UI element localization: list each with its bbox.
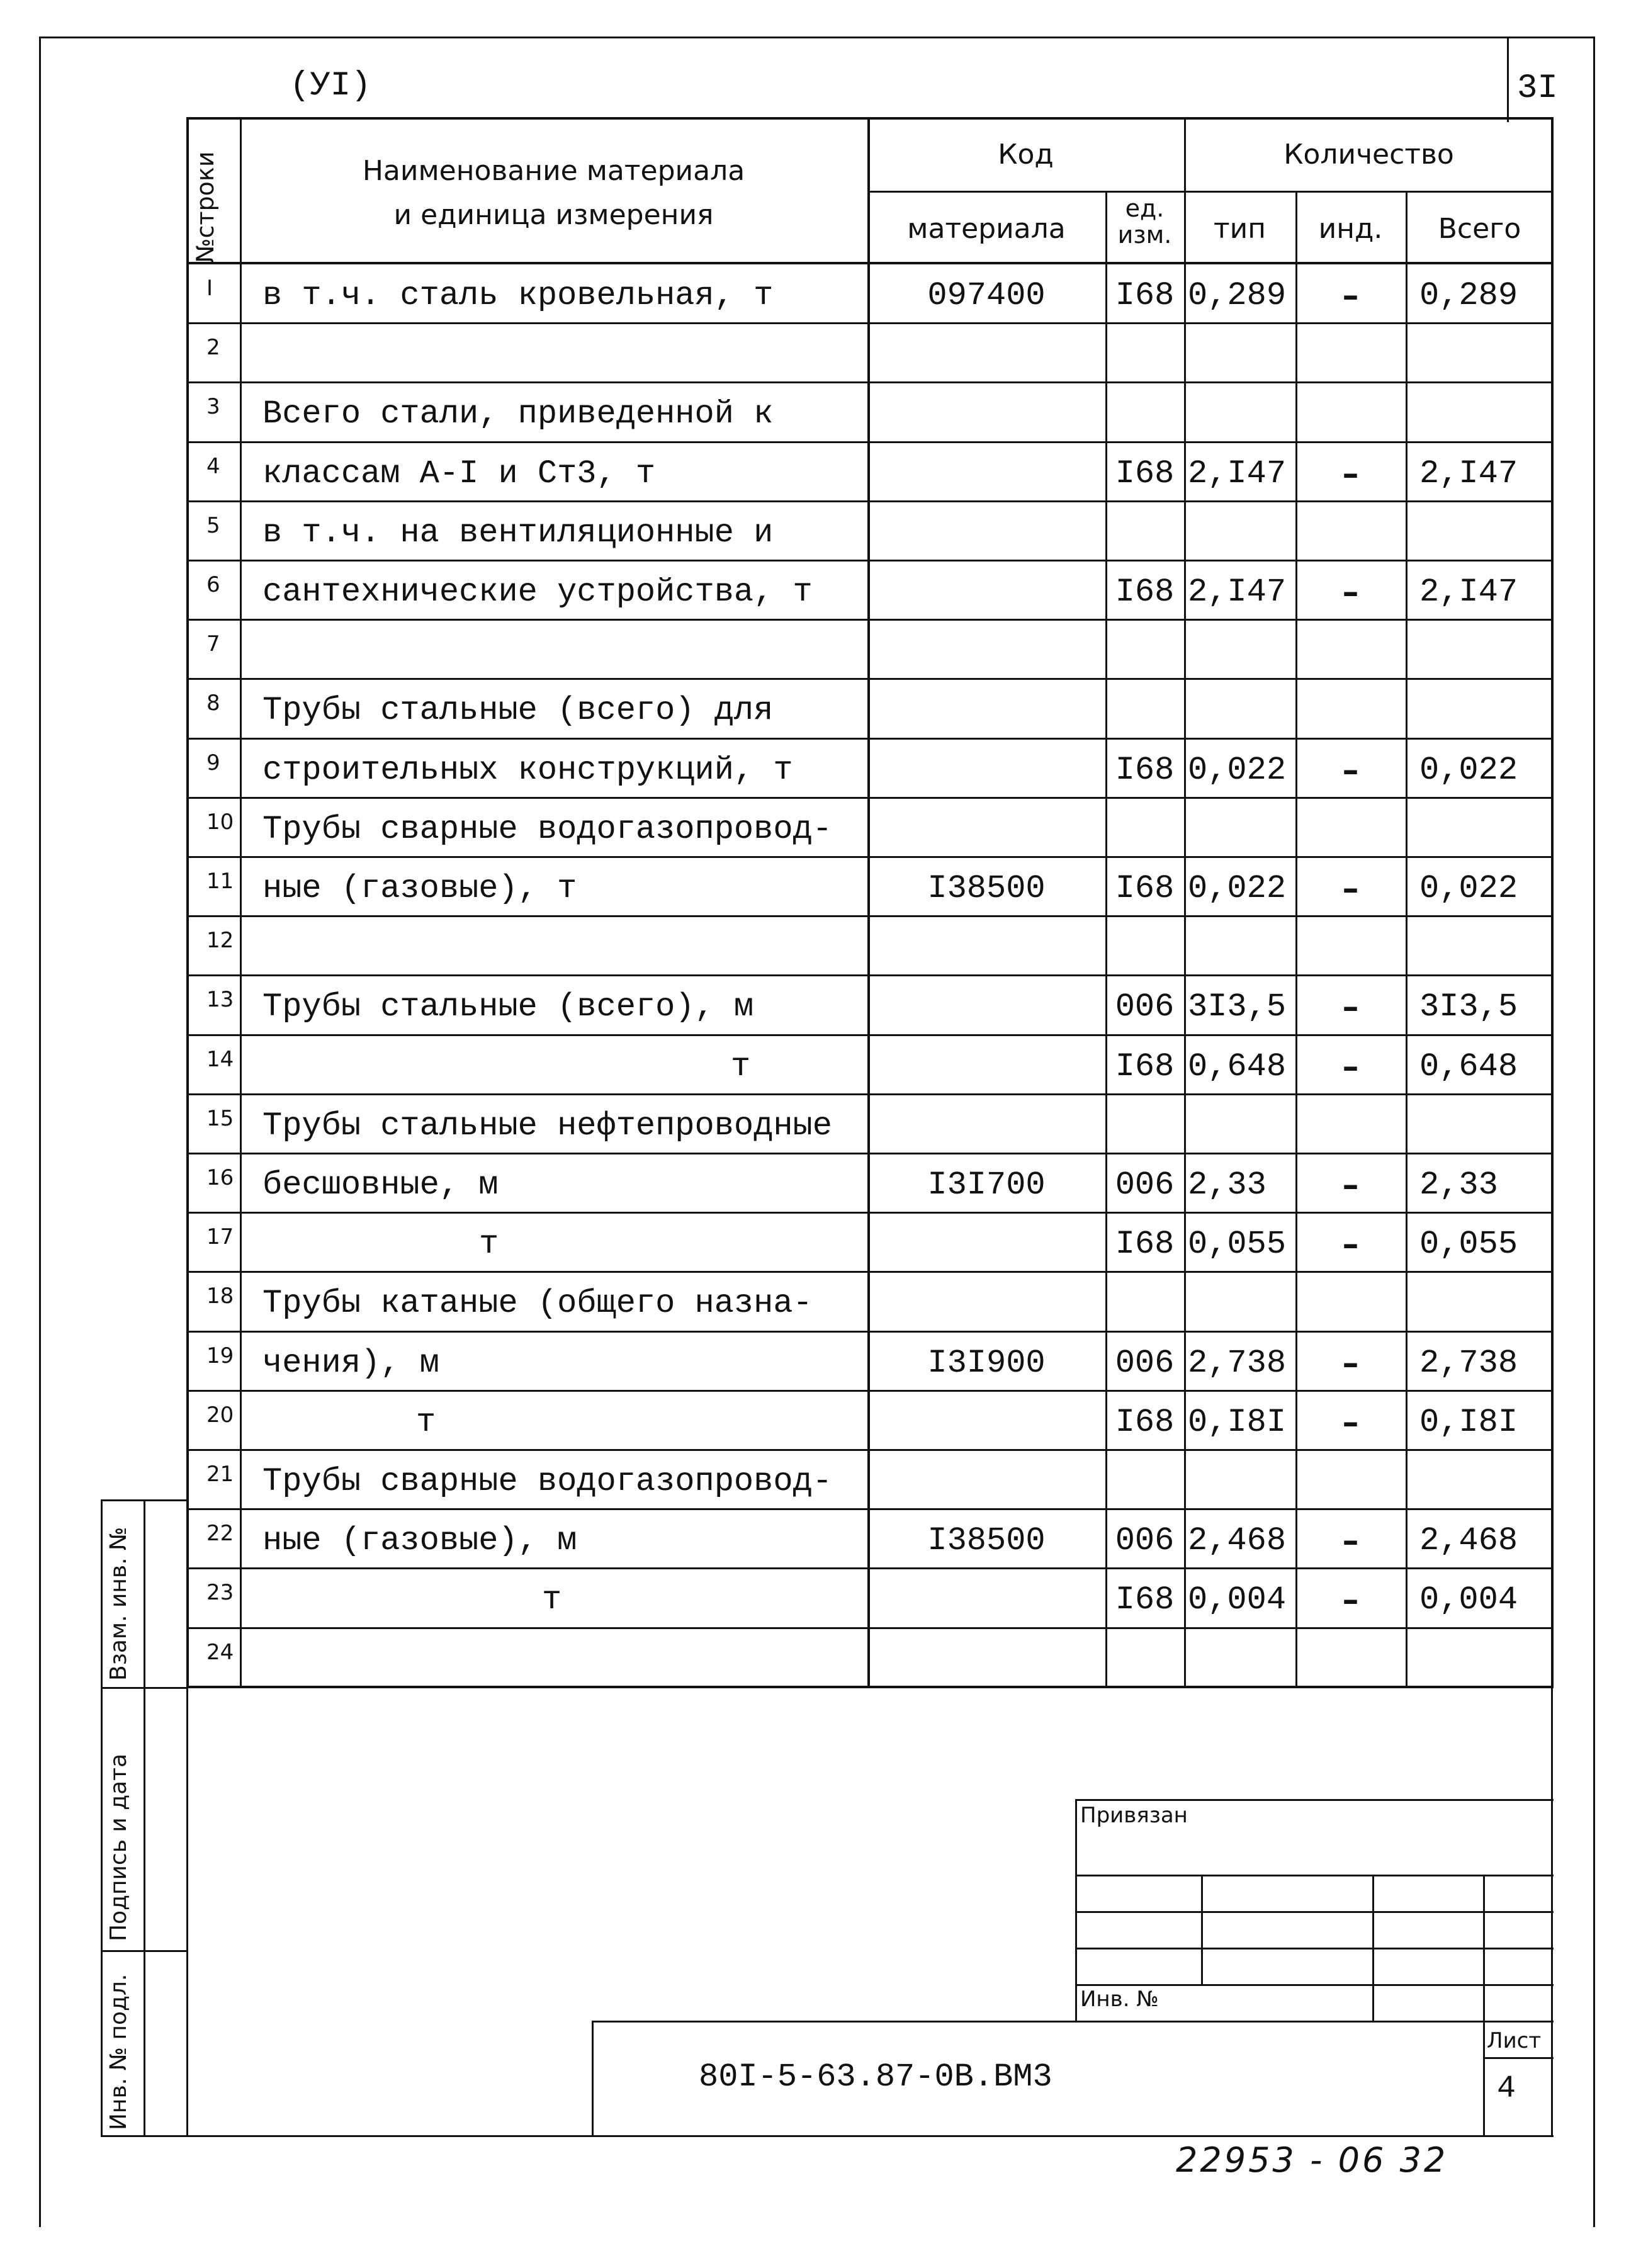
side-stamp-bottom-line — [101, 2135, 186, 2137]
cell-unit: I68 — [1115, 752, 1175, 789]
row-separator — [186, 1153, 1554, 1154]
cell-name: ные (газовые), м — [262, 1522, 577, 1559]
tb-sheet-number: 4 — [1497, 2071, 1516, 2107]
cell-no: 9 — [206, 750, 220, 776]
header-name-line1: Наименование материала — [362, 155, 745, 187]
cell-name: чения), м — [262, 1345, 439, 1382]
header-total: Всего — [1438, 213, 1521, 245]
cell-name: бесшовные, м — [262, 1166, 499, 1204]
cell-name: Трубы сварные водогазопровод- — [262, 811, 832, 848]
cell-total: 0,055 — [1419, 1226, 1518, 1263]
cell-unit: I68 — [1115, 455, 1175, 492]
cell-tip: 0,055 — [1188, 1226, 1287, 1263]
cell-total: 0,022 — [1419, 870, 1518, 907]
cell-name: т — [479, 1226, 499, 1263]
row-separator — [186, 1212, 1554, 1214]
header-bottom-line — [186, 262, 1554, 264]
cell-no: 10 — [206, 810, 234, 835]
cell-ind: – — [1342, 752, 1359, 789]
side-stamp-sep2 — [101, 1950, 186, 1952]
cell-tip: 2,I47 — [1188, 573, 1287, 611]
header-quantity: Количество — [1283, 138, 1454, 171]
header-tip: тип — [1214, 213, 1266, 245]
row-separator — [186, 500, 1554, 502]
tb-designation: 80I-5-63.87-0В.ВМ3 — [699, 2058, 1052, 2096]
row-separator — [186, 1508, 1554, 1510]
cell-total: 2,I47 — [1419, 573, 1518, 611]
cell-ind: – — [1342, 1226, 1359, 1263]
cell-unit: I68 — [1115, 870, 1175, 907]
tb-row-line1 — [1075, 1875, 1554, 1876]
cell-no: 4 — [206, 454, 220, 479]
tb-col-line3 — [1483, 1875, 1485, 2136]
cell-no: 22 — [206, 1521, 234, 1546]
side-stamp-right-line — [144, 1499, 145, 2136]
row-separator — [186, 974, 1554, 976]
row-separator — [186, 1449, 1554, 1451]
cell-code: I38500 — [927, 870, 1046, 907]
cell-name: т — [731, 1048, 751, 1085]
cell-no: 6 — [206, 572, 220, 597]
cell-name: Трубы сварные водогазопровод- — [262, 1463, 832, 1500]
archive-number: 22953 - 06 32 — [1176, 2140, 1448, 2180]
cell-ind: – — [1342, 1581, 1359, 1619]
row-separator — [186, 441, 1554, 443]
row-separator — [186, 856, 1554, 858]
cell-no: I — [206, 276, 213, 301]
cell-tip: 0,I8I — [1188, 1404, 1287, 1441]
side-stamp-inv-podl: Инв. № подл. — [106, 1973, 132, 2130]
cell-no: 3 — [206, 394, 220, 419]
header-unit-line2: изм. — [1117, 221, 1172, 249]
cell-no: 12 — [206, 928, 234, 953]
cell-ind: – — [1342, 573, 1359, 611]
cell-tip: 0,022 — [1188, 752, 1287, 789]
tb-top-line — [1075, 1799, 1554, 1801]
tb-designation-top — [592, 2021, 1554, 2023]
cell-unit: 006 — [1115, 1345, 1175, 1382]
cell-no: 19 — [206, 1343, 234, 1368]
row-separator — [186, 322, 1554, 324]
cell-name: Трубы катаные (общего назна- — [262, 1285, 813, 1322]
cell-no: 15 — [206, 1106, 234, 1131]
cell-tip: 0,648 — [1188, 1048, 1287, 1085]
cell-no: 23 — [206, 1580, 234, 1605]
cell-no: 24 — [206, 1640, 234, 1665]
header-unit-line1: ед. — [1125, 195, 1165, 222]
tb-col-line1 — [1201, 1875, 1203, 1984]
cell-ind: – — [1342, 1166, 1359, 1204]
cell-name: т — [416, 1404, 436, 1441]
cell-ind: – — [1342, 870, 1359, 908]
cell-ind: – — [1342, 988, 1359, 1026]
cell-total: 0,004 — [1419, 1581, 1518, 1618]
row-separator — [186, 1093, 1554, 1095]
cell-tip: 2,738 — [1188, 1345, 1287, 1382]
side-stamp-vzam-inv: Взам. инв. № — [106, 1526, 132, 1681]
cell-tip: 0,289 — [1188, 277, 1287, 314]
cell-name: в т.ч. сталь кровельная, т — [262, 277, 774, 314]
header-mid-line — [867, 191, 1554, 193]
cell-no: 16 — [206, 1165, 234, 1190]
col-sep-code — [1105, 191, 1107, 1688]
cell-no: 13 — [206, 987, 234, 1012]
col-sep-ind — [1406, 191, 1408, 1688]
bottom-frame-left — [186, 1686, 188, 2136]
cell-name: Всего стали, приведенной к — [262, 395, 774, 432]
page-left-border — [39, 37, 41, 2227]
cell-total: 2,33 — [1419, 1166, 1498, 1204]
cell-no: 5 — [206, 513, 220, 538]
tb-sheet-line — [1483, 2057, 1554, 2059]
cell-code: I3I700 — [927, 1166, 1046, 1204]
row-separator — [186, 1271, 1554, 1273]
cell-ind: – — [1342, 1404, 1359, 1441]
cell-unit: I68 — [1115, 1226, 1175, 1263]
tb-row-line2 — [1075, 1911, 1554, 1913]
cell-no: 11 — [206, 869, 234, 894]
cell-name: т — [542, 1581, 562, 1618]
cell-no: 21 — [206, 1462, 234, 1487]
row-separator — [186, 1567, 1554, 1569]
cell-tip: 2,468 — [1188, 1522, 1287, 1559]
tb-designation-left — [592, 2021, 594, 2136]
page-right-border — [1593, 37, 1595, 2227]
cell-name: ные (газовые), т — [262, 870, 577, 907]
header-row-number: №строки — [191, 151, 219, 263]
cell-name: сантехнические устройства, т — [262, 573, 813, 611]
header-name-line2: и единица измерения — [393, 199, 714, 231]
row-separator — [186, 915, 1554, 917]
cell-no: 20 — [206, 1402, 234, 1428]
cell-total: 0,648 — [1419, 1048, 1518, 1085]
tb-col-line2 — [1372, 1875, 1374, 2022]
col-sep-tip — [1295, 191, 1297, 1688]
row-separator — [186, 1331, 1554, 1333]
cell-code: I3I900 — [927, 1345, 1046, 1382]
cell-name: Трубы стальные (всего) для — [262, 692, 774, 729]
tb-privyazan: Привязан — [1080, 1803, 1188, 1828]
row-separator — [186, 381, 1554, 383]
header-ind: инд. — [1318, 213, 1383, 245]
tb-row-line4 — [1075, 1984, 1554, 1986]
cell-unit: 006 — [1115, 1166, 1175, 1204]
cell-tip: 2,33 — [1188, 1166, 1266, 1204]
side-stamp-podpis-data: Подпись и дата — [106, 1753, 132, 1941]
cell-total: 0,022 — [1419, 752, 1518, 789]
row-separator — [186, 738, 1554, 740]
row-separator — [186, 560, 1554, 561]
row-separator — [186, 1390, 1554, 1392]
cell-ind: – — [1342, 277, 1359, 315]
cell-total: 2,I47 — [1419, 455, 1518, 492]
cell-no: 2 — [206, 335, 220, 360]
cell-total: 0,I8I — [1419, 1404, 1518, 1441]
cell-name: в т.ч. на вентиляционные и — [262, 514, 774, 551]
cell-unit: I68 — [1115, 277, 1175, 314]
cell-no: 8 — [206, 691, 220, 716]
cell-total: 3I3,5 — [1419, 988, 1518, 1025]
row-separator — [186, 1034, 1554, 1036]
cell-unit: 006 — [1115, 988, 1175, 1025]
tb-inv-no: Инв. № — [1080, 1987, 1159, 2012]
page-top-border — [39, 37, 1595, 38]
row-separator — [186, 619, 1554, 621]
cell-no: 7 — [206, 631, 220, 657]
cell-unit: I68 — [1115, 1581, 1175, 1618]
side-stamp-sep1 — [101, 1687, 186, 1689]
cell-no: 18 — [206, 1284, 234, 1309]
section-label: (УI) — [290, 67, 371, 105]
side-stamp-left-line — [101, 1499, 103, 2136]
page-number: 3I — [1517, 69, 1558, 108]
cell-total: 2,738 — [1419, 1345, 1518, 1382]
cell-ind: – — [1342, 1522, 1359, 1560]
tb-sheet-label: Лист — [1487, 2028, 1542, 2053]
cell-name: Трубы стальные нефтепроводные — [262, 1107, 832, 1144]
cell-unit: I68 — [1115, 1048, 1175, 1085]
cell-code: 097400 — [927, 277, 1046, 314]
header-code: Код — [998, 138, 1054, 171]
cell-ind: – — [1342, 455, 1359, 493]
row-separator — [186, 797, 1554, 799]
cell-tip: 3I3,5 — [1188, 988, 1287, 1025]
cell-unit: I68 — [1115, 573, 1175, 611]
cell-name: классам А-I и Ст3, т — [262, 455, 656, 492]
cell-no: 17 — [206, 1224, 234, 1250]
cell-name: строительных конструкций, т — [262, 752, 793, 789]
cell-tip: 0,004 — [1188, 1581, 1287, 1618]
cell-code: I38500 — [927, 1522, 1046, 1559]
side-stamp-top-line — [101, 1499, 186, 1501]
header-unit — [1105, 195, 1184, 248]
cell-total: 2,468 — [1419, 1522, 1518, 1559]
cell-ind: – — [1342, 1345, 1359, 1382]
page-number-box-line — [1507, 37, 1509, 122]
cell-unit: 006 — [1115, 1522, 1175, 1559]
cell-unit: I68 — [1115, 1404, 1175, 1441]
bottom-frame-bottom — [186, 2135, 1554, 2137]
cell-no: 14 — [206, 1047, 234, 1072]
cell-tip: 0,022 — [1188, 870, 1287, 907]
row-separator — [186, 678, 1554, 680]
cell-total: 0,289 — [1419, 277, 1518, 314]
cell-ind: – — [1342, 1048, 1359, 1086]
table-bottom-line — [186, 1686, 1554, 1688]
header-material: материала — [907, 213, 1066, 245]
tb-row-line3 — [1075, 1948, 1554, 1949]
cell-name: Трубы стальные (всего), м — [262, 988, 754, 1025]
table-top-line — [186, 117, 1554, 120]
row-separator — [186, 1627, 1554, 1629]
cell-tip: 2,I47 — [1188, 455, 1287, 492]
